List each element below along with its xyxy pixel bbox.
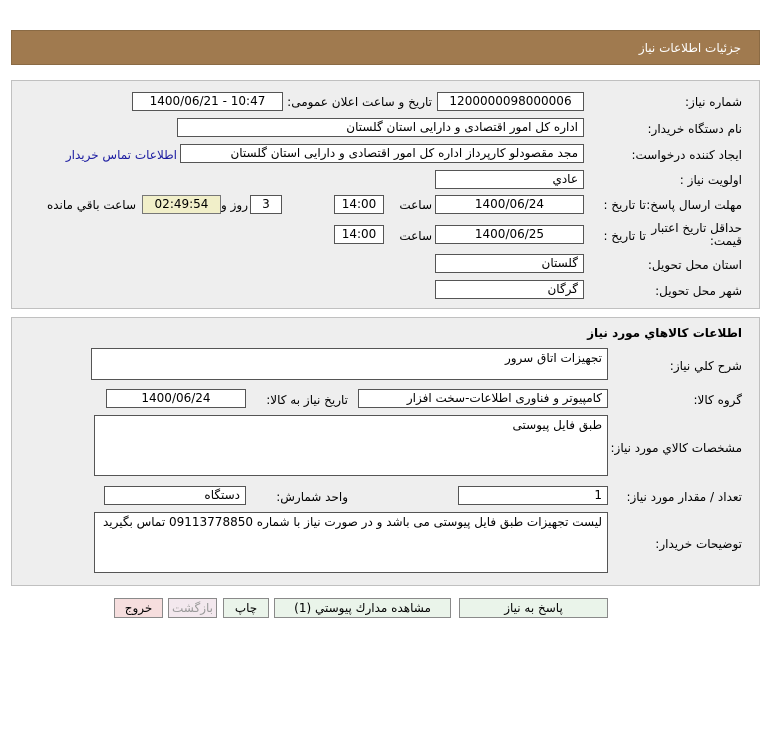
need-date-label: تاريخ نياز به کالا: xyxy=(266,393,348,407)
buyer-org-label: نام دستگاه خريدار: xyxy=(647,122,742,136)
exit-button[interactable]: خروج xyxy=(114,598,163,618)
province-label: استان محل تحويل: xyxy=(647,258,742,272)
buyer-description-field: لیست تجهیزات طبق فایل پیوستی می باشد و در صورت نیاز با شماره 09113778850 تماس بگیرید xyxy=(94,512,608,573)
page-title: جزئيات اطلاعات نياز xyxy=(638,41,741,55)
back-button[interactable] xyxy=(168,598,217,618)
remaining-time-label: ساعت باقي مانده xyxy=(46,198,136,212)
need-number-label: شماره نياز: xyxy=(685,95,742,109)
city-field: گرگان xyxy=(435,280,584,299)
validity-time-field: 14:00 xyxy=(334,225,384,244)
need-number-field: 1200000098000006 xyxy=(437,92,584,111)
priority-field: عادي xyxy=(435,170,584,189)
goods-group-label: گروه کالا: xyxy=(693,393,742,407)
quantity-label: تعداد / مقدار مورد نياز: xyxy=(626,490,742,504)
validity-time-label: ساعت xyxy=(399,229,432,243)
requester-field: مجد مقصودلو کارپرداز اداره کل امور اقتصادی و دارایی استان گلستان xyxy=(180,144,584,163)
reply-date-field: 1400/06/24 xyxy=(435,195,584,214)
need-info-panel xyxy=(11,80,760,309)
province-field: گلستان xyxy=(435,254,584,273)
reply-deadline-label: مهلت ارسال پاسخ: xyxy=(646,198,742,212)
reply-time-label: ساعت xyxy=(399,198,432,212)
view-attachments-button[interactable]: مشاهده مدارك پيوستي (1) xyxy=(274,598,451,618)
reply-to-date-label: تا تاريخ : xyxy=(603,198,646,212)
priority-label: اولويت نياز : xyxy=(679,173,742,187)
remaining-days-field: 3 xyxy=(250,195,282,214)
need-date-field: 1400/06/24 xyxy=(106,389,246,408)
reply-time-field: 14:00 xyxy=(334,195,384,214)
buyer-description-label: توضيحات خريدار: xyxy=(655,537,742,551)
back-button-label: بازگشت xyxy=(172,601,213,615)
announce-datetime-field: 1400/06/21 - 10:47 xyxy=(132,92,283,111)
announce-datetime-label: تاريخ و ساعت اعلان عمومی: xyxy=(287,95,432,109)
goods-group-field: کامپيوتر و فناوری اطلاعات-سخت افزار xyxy=(358,389,608,408)
print-button[interactable]: چاپ xyxy=(223,598,269,618)
goods-specs-field: طبق فایل پیوستی xyxy=(94,415,608,476)
unit-field: دستگاه xyxy=(104,486,246,505)
reply-to-need-button[interactable]: پاسخ به نياز xyxy=(459,598,608,618)
unit-label: واحد شمارش: xyxy=(276,490,348,504)
buyer-contact-link[interactable]: اطلاعات تماس خريدار xyxy=(65,148,177,162)
city-label: شهر محل تحويل: xyxy=(655,284,742,298)
days-and-label: روز و xyxy=(221,198,248,212)
requester-label: ايجاد کننده درخواست: xyxy=(631,148,742,162)
need-summary-field: تجهیزات اتاق سرور xyxy=(91,348,608,380)
remaining-time-field: 02:49:54 xyxy=(142,195,221,214)
goods-specs-label: مشخصات کالاي مورد نياز: xyxy=(610,441,742,455)
price-validity-label: حداقل تاريخ اعتبار قيمت: xyxy=(651,221,742,248)
buyer-org-field: اداره کل امور اقتصادی و دارایی استان گلستان xyxy=(177,118,584,137)
page-header xyxy=(11,30,760,65)
goods-section-title: اطلاعات كالاهاي مورد نياز xyxy=(587,326,742,340)
quantity-field: 1 xyxy=(458,486,608,505)
validity-to-date-label: تا تاريخ : xyxy=(603,229,646,243)
need-summary-label: شرح کلي نياز: xyxy=(669,359,742,373)
validity-date-field: 1400/06/25 xyxy=(435,225,584,244)
